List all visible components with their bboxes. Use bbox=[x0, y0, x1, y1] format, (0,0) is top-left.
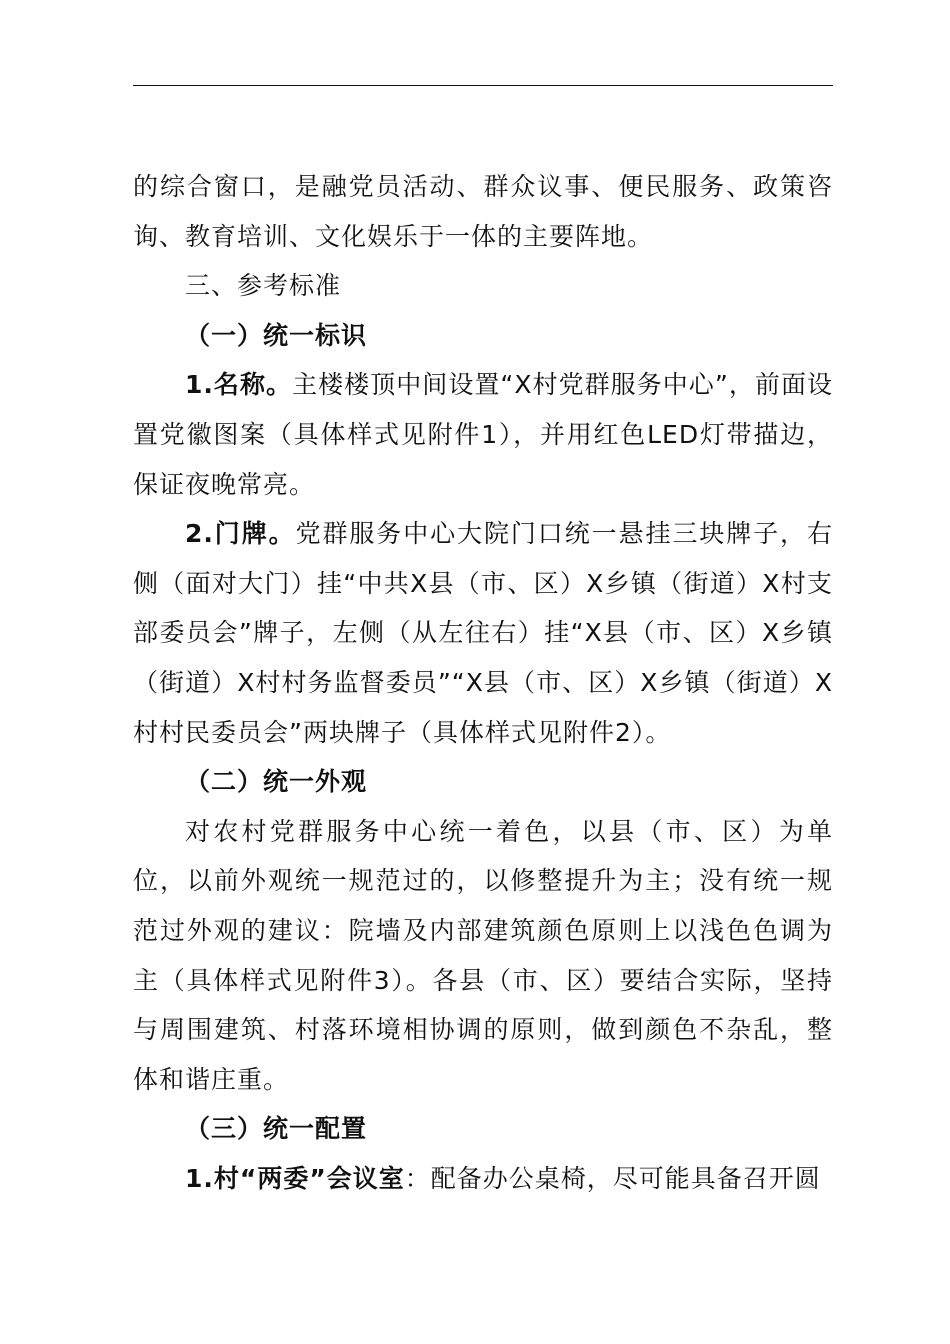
subsection-heading-1: （一）统一标识 bbox=[185, 320, 368, 350]
item-meeting-room bbox=[133, 1154, 833, 1204]
document-body bbox=[133, 162, 833, 1203]
header-rule bbox=[133, 85, 833, 86]
item-meeting-room-label: 1.村“两委”会议室 bbox=[185, 1163, 405, 1193]
paragraph-appearance: 对农村党群服务中心统一着色，以县（市、区）为单位，以前外观统一规范过的，以修整提升为主；没有统一规范过外观的建议：院墙及内部建筑颜色原则上以浅色色调为主（具体样式见附件3）。各县（市、区）要结合实际，坚持与周围建筑、村落环境相协调的原则，做到颜色不杂乱，整体和谐庄重。 bbox=[133, 816, 833, 1094]
item-name-text: 主楼楼顶中间设置“X村党群服务中心”，前面设置党徽图案（具体样式见附件1），并用红色LED灯带描边，保证夜晚常亮。 bbox=[133, 370, 833, 499]
item-name-label: 1.名称。 bbox=[185, 370, 293, 400]
subsection-heading-3: （三）统一配置 bbox=[185, 1114, 368, 1144]
item-doorplate-label: 2.门牌。 bbox=[185, 519, 296, 549]
item-doorplate-text: 党群服务中心大院门口统一悬挂三块牌子，右侧（面对大门）挂“中共X县（市、区）X乡镇（街道）X村支部委员会”牌子，左侧（从左往右）挂“X县（市、区）X乡镇（街道）X村村务监督委员”“X县（市、区）X乡镇（街道）X村村民委员会”两块牌子（具体样式见附件2）。 bbox=[133, 519, 833, 747]
section-heading: 三、参考标准 bbox=[185, 271, 342, 301]
subsection-heading-2: （二）统一外观 bbox=[185, 767, 368, 797]
item-name bbox=[133, 360, 833, 509]
paragraph-continuation: 的综合窗口，是融党员活动、群众议事、便民服务、政策咨询、教育培训、文化娱乐于一体的主要阵地。 bbox=[133, 172, 833, 251]
item-meeting-room-text: ：配备办公桌椅，尽可能具备召开圆 bbox=[404, 1163, 821, 1193]
item-doorplate bbox=[133, 509, 833, 757]
